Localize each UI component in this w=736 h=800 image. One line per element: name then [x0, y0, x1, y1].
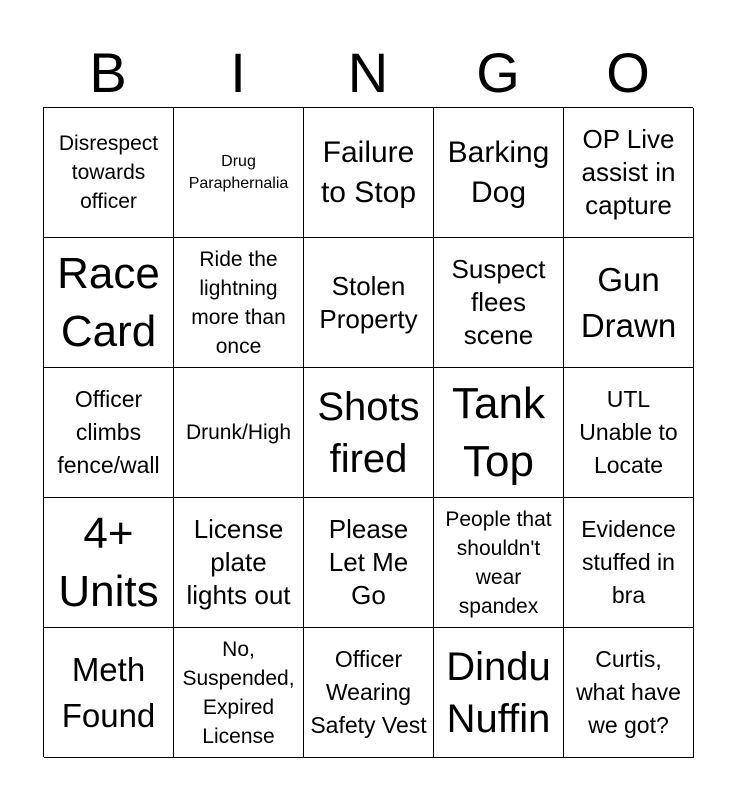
bingo-cell[interactable] [434, 498, 564, 628]
bingo-cell[interactable] [304, 628, 434, 758]
cell-text: Dindu Nuffin [446, 644, 551, 741]
bingo-cell[interactable] [44, 368, 174, 498]
cell-text: Barking Dog [447, 135, 550, 209]
bingo-cell[interactable] [44, 628, 174, 758]
bingo-cell[interactable] [564, 628, 694, 758]
cell-text: Please Let Me Go [328, 514, 409, 610]
bingo-cell[interactable] [434, 368, 564, 498]
bingo-cell[interactable] [304, 108, 434, 238]
cell-text: License plate lights out [186, 514, 291, 610]
bingo-cell[interactable] [174, 498, 304, 628]
header-letter-g: G [476, 41, 520, 104]
header-letter-i: I [230, 41, 246, 104]
cell-text: OP Live assist in capture [581, 124, 676, 220]
bingo-cell[interactable] [304, 238, 434, 368]
cell-text: Ride the lightning more than once [191, 247, 286, 358]
cell-text: Officer Wearing Safety Vest [310, 646, 427, 738]
bingo-cell[interactable] [174, 108, 304, 238]
cell-text: Suspect flees scene [451, 254, 546, 350]
cell-text: Tank Top [452, 378, 545, 486]
cell-text: Drug Paraphernalia [188, 152, 289, 192]
bingo-cell[interactable] [564, 238, 694, 368]
cell-text: Drunk/High [185, 421, 292, 444]
bingo-cell[interactable] [174, 628, 304, 758]
header-letter-n: N [347, 41, 389, 104]
bingo-cell[interactable] [564, 108, 694, 238]
bingo-cell[interactable] [44, 498, 174, 628]
bingo-cell[interactable] [434, 238, 564, 368]
cell-text: Stolen Property [319, 270, 418, 334]
bingo-cell[interactable] [434, 628, 564, 758]
cell-text: Meth Found [61, 650, 156, 734]
header-letter-b: B [89, 41, 127, 104]
bingo-header [43, 40, 693, 106]
cell-text: Failure to Stop [320, 135, 417, 209]
cell-text: Officer climbs fence/wall [57, 386, 160, 478]
cell-text: UTL Unable to Locate [579, 386, 678, 478]
bingo-cell[interactable] [564, 368, 694, 498]
bingo-cell[interactable] [174, 238, 304, 368]
cell-text: Evidence stuffed in bra [581, 516, 676, 608]
bingo-cell[interactable] [174, 368, 304, 498]
cell-text: Shots fired [317, 384, 420, 481]
cell-text: No, Suspended, Expired License [182, 637, 295, 748]
cell-text: 4+ Units [58, 508, 159, 616]
bingo-cell[interactable] [44, 108, 174, 238]
cell-text: Race Card [57, 248, 160, 356]
bingo-cell[interactable] [44, 238, 174, 368]
cell-text: Curtis, what have we got? [576, 646, 681, 738]
cell-text: People that shouldn't wear spandex [445, 507, 552, 618]
cell-text: Disrespect towards officer [58, 132, 159, 213]
bingo-board [43, 107, 693, 757]
bingo-cell[interactable] [564, 498, 694, 628]
cell-text: Gun Drawn [580, 260, 677, 344]
header-letter-o: O [606, 41, 650, 104]
bingo-cell[interactable] [434, 108, 564, 238]
bingo-cell[interactable] [304, 498, 434, 628]
bingo-cell[interactable] [304, 368, 434, 498]
